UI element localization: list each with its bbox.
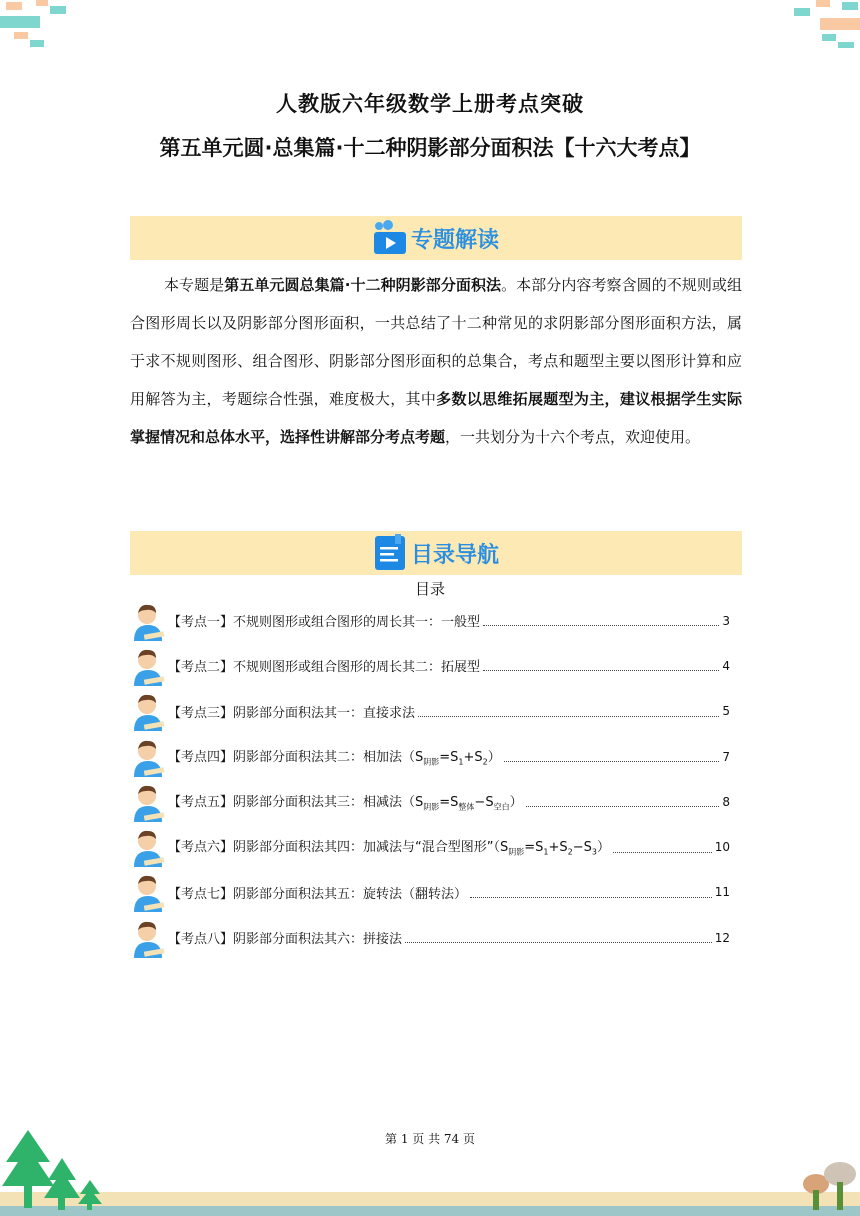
- toc-subscript: 1: [458, 757, 464, 767]
- toc-page-number: 3: [722, 613, 730, 628]
- toc-subscript: 阴影: [423, 802, 440, 812]
- toc-item[interactable]: [130, 598, 742, 643]
- ground-decoration: [0, 1192, 860, 1216]
- toc-item[interactable]: [130, 734, 742, 779]
- page-footer: 第 1 页 共 74 页: [385, 1132, 475, 1146]
- toc-subscript: 阴影: [423, 757, 440, 767]
- toc-subscript: 2: [482, 757, 488, 767]
- toc-item-label: 【考点七】阴影部分面积法其五：旋转法（翻转法）: [168, 886, 468, 902]
- toc-item[interactable]: [130, 689, 742, 734]
- toc-item-label: 【考点一】不规则图形或组合图形的周长其一：一般型: [168, 615, 481, 631]
- toc-page-number: 5: [722, 704, 730, 719]
- toc-subscript: 2: [567, 847, 573, 857]
- toc-item-label: 【考点六】阴影部分面积法其四：加减法与“混合型图形$”(S_{阴影}=S_1+S_2-S_3)$: [168, 840, 610, 857]
- video-play-icon: [373, 220, 407, 256]
- toc-subscript: 1: [543, 847, 549, 857]
- toc-item-label: 【考点四】阴影部分面积法其二：相加法$(S_{阴影}=S_1+S_2)$: [168, 749, 501, 767]
- toc-page-number: 12: [714, 930, 730, 945]
- toc-leader-dots: [470, 897, 712, 898]
- intro-text-5: ，一共划分为十六个考点，欢迎使用。: [445, 428, 701, 446]
- section-heading-intro: 专题解读: [410, 227, 499, 253]
- section-banner-toc: [130, 531, 742, 575]
- toc-leader-dots: [405, 942, 712, 943]
- toc-item-label: 【考点八】阴影部分面积法其六：拼接法: [168, 932, 403, 948]
- toc-subscript: 3: [591, 847, 597, 857]
- student-avatar-icon: [130, 737, 166, 777]
- document-subtitle: 第五单元圆·总集篇·十二种阴影部分面积法【十六大考点】: [159, 136, 701, 160]
- toc-item[interactable]: [130, 779, 742, 824]
- toc-item-label: 【考点五】阴影部分面积法其三：相减法$(S_{阴影}=S_{整体}-S_{空白})$: [168, 795, 523, 812]
- toc-subscript: 整体: [458, 802, 475, 812]
- toc-title: 目录: [414, 580, 445, 598]
- toc-leader-dots: [483, 625, 719, 626]
- intro-text-1: 本专题是: [164, 276, 225, 294]
- document-title: 人教版六年级数学上册考点突破: [276, 92, 584, 116]
- toc-page-number: 4: [722, 658, 730, 673]
- intro-paragraph: [130, 266, 742, 456]
- student-avatar-icon: [130, 601, 166, 641]
- student-avatar-icon: [130, 918, 166, 958]
- toc-item[interactable]: [130, 915, 742, 960]
- toc-item-label: 【考点二】不规则图形或组合图形的周长其二：拓展型: [168, 660, 481, 676]
- toc-item-label: 【考点三】阴影部分面积法其一：直接求法: [168, 705, 416, 721]
- table-of-contents: [130, 598, 742, 960]
- student-avatar-icon: [130, 827, 166, 867]
- toc-leader-dots: [483, 670, 719, 671]
- pine-trees-illustration: [0, 1128, 110, 1210]
- toc-subscript: 阴影: [508, 847, 525, 857]
- toc-item[interactable]: [130, 870, 742, 915]
- intro-text-3: 。本部分内容考察含圆的不规则或组合图形周长以及阴影部分图形面积，一共总结了十二种常见的求阴影部分图形面积方法，属于求不规则图形、组合图形、阴影部分图形面积的总集合，考点和题型主要以图形计算和应用解答为主，考题综合性强，难度极大，其中: [130, 276, 742, 408]
- student-avatar-icon: [130, 782, 166, 822]
- mushroom-trees-illustration: [798, 1160, 860, 1210]
- student-avatar-icon: [130, 646, 166, 686]
- intro-text-4: 多数以思维拓展题型为主，建议根据学生实际掌握情况和总体水平，选择性讲解部分考点考题: [130, 390, 742, 446]
- toc-page-number: 7: [722, 749, 730, 764]
- corner-decoration-top-right: [780, 0, 860, 50]
- section-banner-intro: [130, 216, 742, 260]
- toc-leader-dots: [418, 716, 719, 717]
- intro-text-2: 第五单元圆总集篇·十二种阴影部分面积法: [224, 276, 502, 294]
- toc-page-number: 10: [714, 840, 730, 855]
- student-avatar-icon: [130, 691, 166, 731]
- student-avatar-icon: [130, 872, 166, 912]
- toc-page-number: 8: [722, 794, 730, 809]
- toc-page-number: 11: [714, 885, 730, 900]
- toc-subscript: 空白: [493, 802, 510, 812]
- toc-leader-dots: [526, 806, 720, 807]
- section-heading-toc: 目录导航: [410, 542, 499, 568]
- notebook-icon: [373, 534, 407, 572]
- toc-item[interactable]: [130, 643, 742, 688]
- toc-item[interactable]: [130, 824, 742, 869]
- corner-decoration-top-left: [0, 0, 80, 50]
- toc-leader-dots: [613, 852, 712, 853]
- toc-leader-dots: [504, 761, 720, 762]
